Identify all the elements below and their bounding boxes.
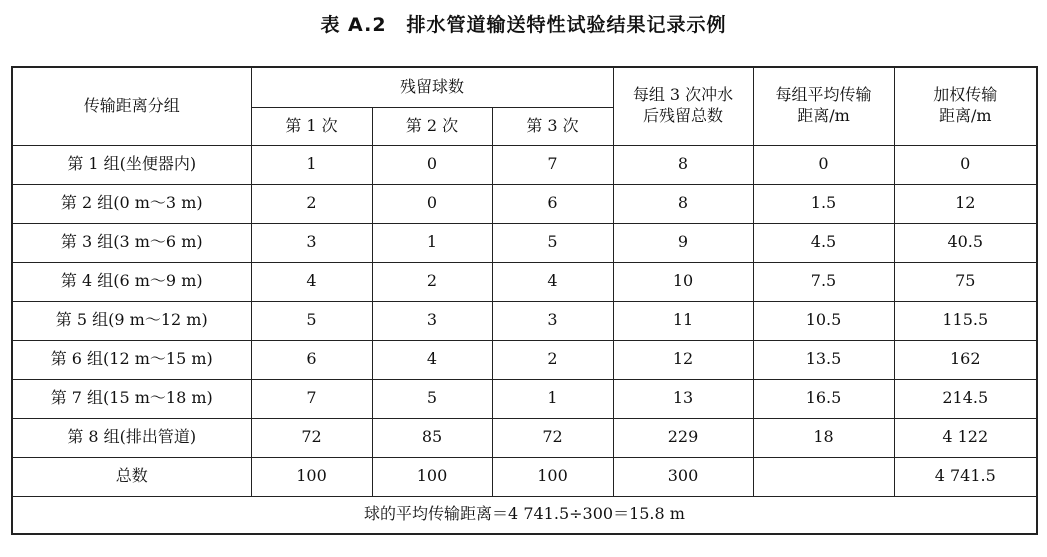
avg-cell: 16.5 [753,379,894,418]
weighted-cell: 75 [894,262,1037,301]
total-cell: 8 [613,145,753,184]
group-cell: 第 3 组(3 m～6 m) [12,223,251,262]
run2-cell: 0 [372,184,492,223]
header-avg-line1: 每组平均传输 [775,85,872,105]
run3-cell: 72 [492,418,613,457]
run1-cell: 3 [251,223,372,262]
group-cell: 第 2 组(0 m～3 m) [12,184,251,223]
run3-cell: 1 [492,379,613,418]
total-cell: 9 [613,223,753,262]
avg-cell: 10.5 [753,301,894,340]
total-cell: 13 [613,379,753,418]
group-cell: 第 1 组(坐便器内) [12,145,251,184]
total-cell: 8 [613,184,753,223]
run1-cell: 72 [251,418,372,457]
run1-cell: 5 [251,301,372,340]
table-row [12,301,1037,340]
header-residual-balls: 残留球数 [251,67,613,107]
group-cell: 第 4 组(6 m～9 m) [12,262,251,301]
total-cell: 12 [613,340,753,379]
run3-cell: 7 [492,145,613,184]
run3-cell: 4 [492,262,613,301]
group-cell: 第 8 组(排出管道) [12,418,251,457]
header-run2: 第 2 次 [372,107,492,145]
summary-weighted: 4 741.5 [894,457,1037,496]
group-cell: 第 5 组(9 m～12 m) [12,301,251,340]
run1-cell: 7 [251,379,372,418]
summary-row [12,457,1037,496]
avg-cell: 4.5 [753,223,894,262]
header-total-residual [613,67,753,145]
summary-run3: 100 [492,457,613,496]
header-weighted-line1: 加权传输 [933,85,998,105]
run2-cell: 5 [372,379,492,418]
header-avg-distance [753,67,894,145]
summary-total: 300 [613,457,753,496]
run1-cell: 1 [251,145,372,184]
run2-cell: 4 [372,340,492,379]
table-row [12,418,1037,457]
avg-cell: 7.5 [753,262,894,301]
weighted-cell: 214.5 [894,379,1037,418]
table-row [12,379,1037,418]
table-row [12,184,1037,223]
average-distance-formula: 球的平均传输距离＝4 741.5÷300＝15.8 m [12,496,1037,534]
total-cell: 11 [613,301,753,340]
avg-cell: 18 [753,418,894,457]
table-row [12,262,1037,301]
run2-cell: 1 [372,223,492,262]
run3-cell: 6 [492,184,613,223]
weighted-cell: 4 122 [894,418,1037,457]
header-total-line2: 后残留总数 [642,106,723,126]
weighted-cell: 162 [894,340,1037,379]
footer-row [12,496,1037,534]
weighted-cell: 12 [894,184,1037,223]
summary-run1: 100 [251,457,372,496]
table-title: 表 A.2 排水管道输送特性试验结果记录示例 [320,14,727,36]
group-cell: 第 6 组(12 m～15 m) [12,340,251,379]
table-row [12,145,1037,184]
run3-cell: 5 [492,223,613,262]
header-weighted-distance [894,67,1037,145]
run1-cell: 2 [251,184,372,223]
run3-cell: 2 [492,340,613,379]
table-row [12,340,1037,379]
weighted-cell: 40.5 [894,223,1037,262]
header-avg-line2: 距离/m [797,106,850,126]
run3-cell: 3 [492,301,613,340]
group-cell: 第 7 组(15 m～18 m) [12,379,251,418]
run1-cell: 6 [251,340,372,379]
run2-cell: 2 [372,262,492,301]
avg-cell: 1.5 [753,184,894,223]
results-table [11,66,1038,535]
weighted-cell: 0 [894,145,1037,184]
summary-run2: 100 [372,457,492,496]
header-weighted-line2: 距离/m [938,106,992,126]
header-total-line1: 每组 3 次冲水 [632,85,734,105]
summary-avg [753,457,894,496]
run1-cell: 4 [251,262,372,301]
header-run3: 第 3 次 [492,107,613,145]
header-run1: 第 1 次 [251,107,372,145]
total-cell: 10 [613,262,753,301]
table-row [12,223,1037,262]
total-cell: 229 [613,418,753,457]
summary-label: 总数 [12,457,251,496]
run2-cell: 0 [372,145,492,184]
avg-cell: 0 [753,145,894,184]
weighted-cell: 115.5 [894,301,1037,340]
run2-cell: 85 [372,418,492,457]
run2-cell: 3 [372,301,492,340]
header-distance-group: 传输距离分组 [12,67,251,145]
avg-cell: 13.5 [753,340,894,379]
